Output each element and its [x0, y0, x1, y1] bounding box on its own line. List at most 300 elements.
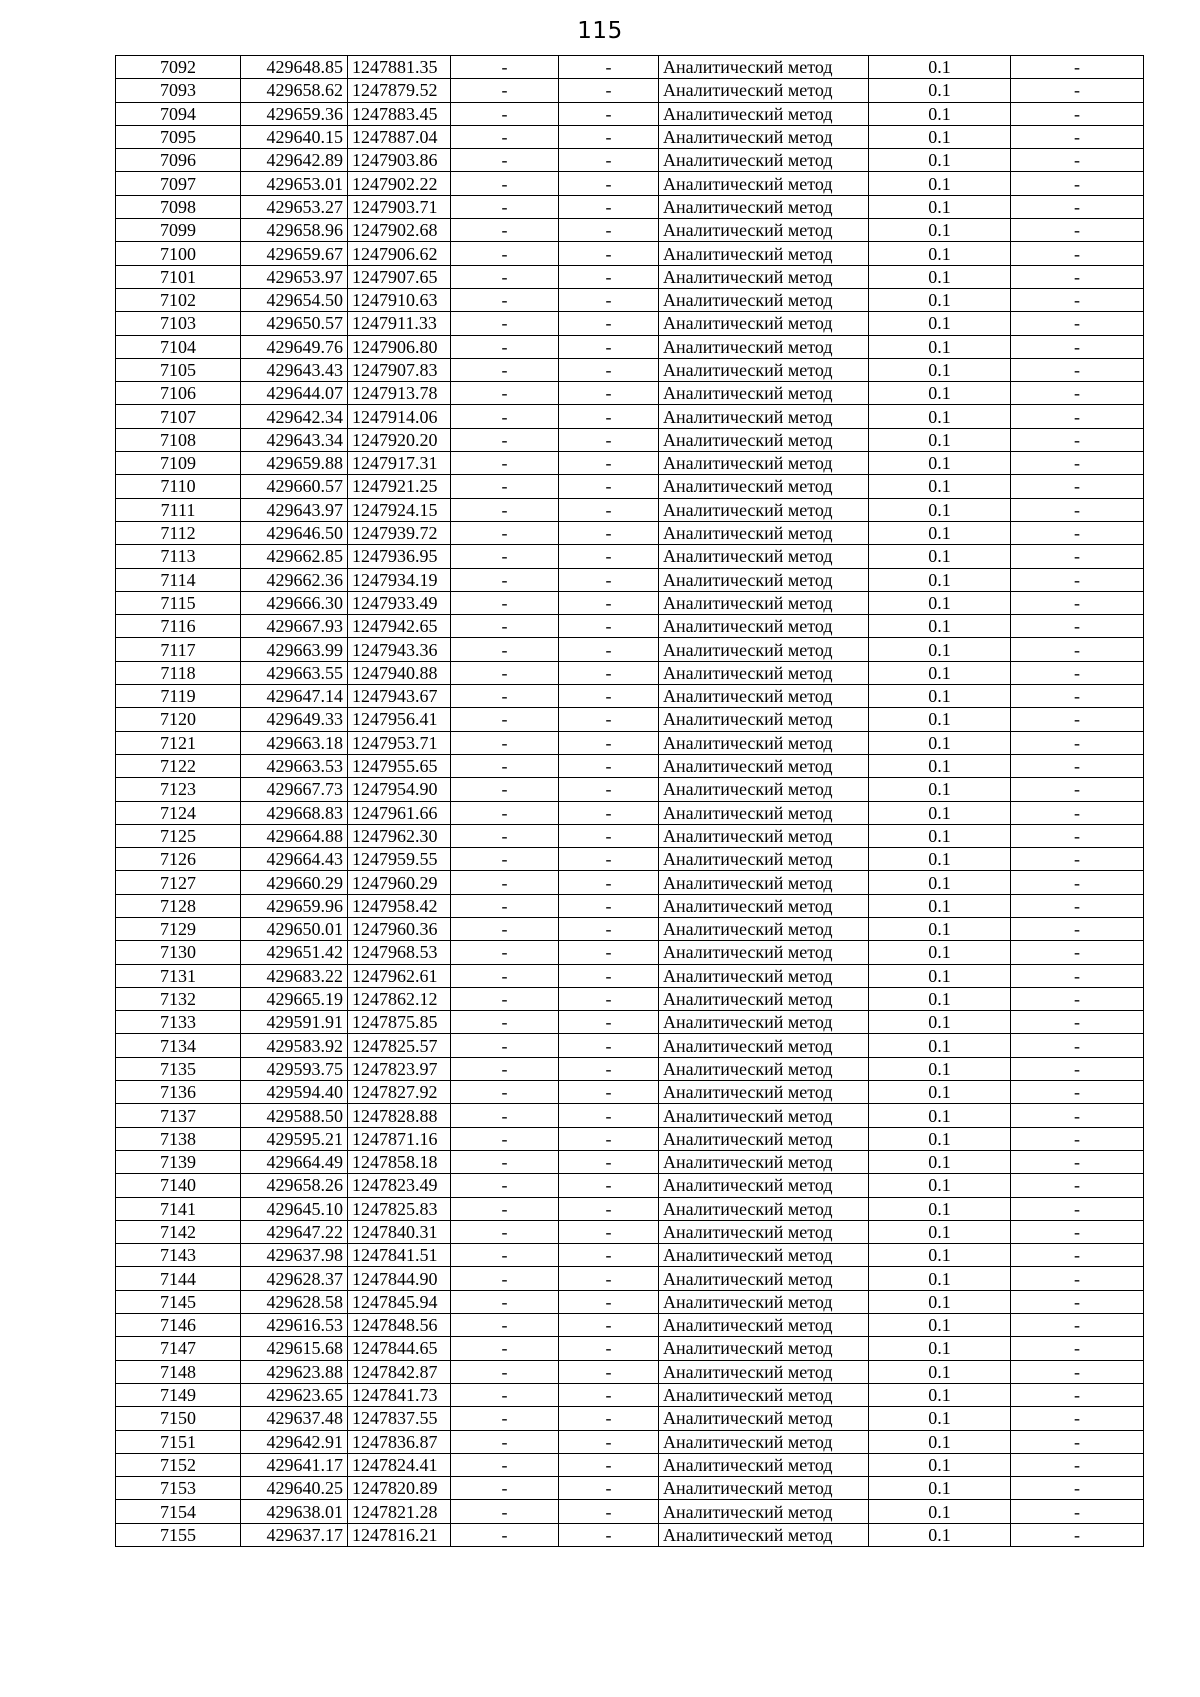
cell-accuracy: 0.1: [869, 265, 1011, 288]
cell-col-4: -: [451, 545, 559, 568]
cell-accuracy: 0.1: [869, 591, 1011, 614]
cell-accuracy: 0.1: [869, 1430, 1011, 1453]
cell-method: Аналитический метод: [659, 1174, 869, 1197]
cell-point-number: 7140: [116, 1174, 241, 1197]
cell-col-8: -: [1011, 1290, 1144, 1313]
cell-accuracy: 0.1: [869, 1011, 1011, 1034]
cell-col-8: -: [1011, 1081, 1144, 1104]
cell-x-coordinate: 429667.93: [241, 615, 348, 638]
cell-col-8: -: [1011, 56, 1144, 79]
cell-col-8: -: [1011, 475, 1144, 498]
cell-col-8: -: [1011, 568, 1144, 591]
cell-accuracy: 0.1: [869, 894, 1011, 917]
table-row: [116, 1011, 1144, 1034]
cell-accuracy: 0.1: [869, 941, 1011, 964]
cell-y-coordinate: 1247906.62: [348, 242, 451, 265]
cell-method: Аналитический метод: [659, 335, 869, 358]
cell-col-4: -: [451, 941, 559, 964]
cell-x-coordinate: 429623.88: [241, 1360, 348, 1383]
cell-accuracy: 0.1: [869, 1360, 1011, 1383]
cell-point-number: 7120: [116, 708, 241, 731]
table-row: [116, 242, 1144, 265]
table-row: [116, 591, 1144, 614]
cell-col-5: -: [559, 452, 659, 475]
cell-x-coordinate: 429659.67: [241, 242, 348, 265]
cell-col-8: -: [1011, 871, 1144, 894]
cell-accuracy: 0.1: [869, 335, 1011, 358]
cell-point-number: 7135: [116, 1057, 241, 1080]
cell-accuracy: 0.1: [869, 917, 1011, 940]
table-row: [116, 894, 1144, 917]
cell-point-number: 7127: [116, 871, 241, 894]
table-row: [116, 335, 1144, 358]
table-row: [116, 848, 1144, 871]
cell-point-number: 7098: [116, 195, 241, 218]
cell-y-coordinate: 1247954.90: [348, 778, 451, 801]
table-row: [116, 1407, 1144, 1430]
cell-method: Аналитический метод: [659, 1337, 869, 1360]
cell-method: Аналитический метод: [659, 498, 869, 521]
table-row: [116, 987, 1144, 1010]
cell-col-8: -: [1011, 941, 1144, 964]
cell-point-number: 7118: [116, 661, 241, 684]
cell-accuracy: 0.1: [869, 242, 1011, 265]
cell-col-5: -: [559, 987, 659, 1010]
cell-col-8: -: [1011, 754, 1144, 777]
cell-x-coordinate: 429640.15: [241, 125, 348, 148]
cell-accuracy: 0.1: [869, 661, 1011, 684]
cell-col-4: -: [451, 1104, 559, 1127]
cell-col-4: -: [451, 824, 559, 847]
cell-col-4: -: [451, 1383, 559, 1406]
table-row: [116, 1500, 1144, 1523]
cell-method: Аналитический метод: [659, 1290, 869, 1313]
cell-accuracy: 0.1: [869, 195, 1011, 218]
cell-col-8: -: [1011, 1360, 1144, 1383]
cell-point-number: 7106: [116, 382, 241, 405]
table-row: [116, 521, 1144, 544]
cell-col-4: -: [451, 1034, 559, 1057]
cell-col-8: -: [1011, 498, 1144, 521]
cell-col-4: -: [451, 871, 559, 894]
cell-accuracy: 0.1: [869, 708, 1011, 731]
cell-col-8: -: [1011, 1220, 1144, 1243]
cell-col-5: -: [559, 1337, 659, 1360]
table-row: [116, 824, 1144, 847]
cell-point-number: 7124: [116, 801, 241, 824]
cell-accuracy: 0.1: [869, 1081, 1011, 1104]
cell-method: Аналитический метод: [659, 265, 869, 288]
cell-y-coordinate: 1247837.55: [348, 1407, 451, 1430]
cell-col-4: -: [451, 1407, 559, 1430]
cell-y-coordinate: 1247841.51: [348, 1244, 451, 1267]
cell-col-4: -: [451, 172, 559, 195]
cell-method: Аналитический метод: [659, 824, 869, 847]
cell-accuracy: 0.1: [869, 1500, 1011, 1523]
cell-y-coordinate: 1247939.72: [348, 521, 451, 544]
cell-col-4: -: [451, 638, 559, 661]
cell-col-8: -: [1011, 172, 1144, 195]
cell-y-coordinate: 1247906.80: [348, 335, 451, 358]
cell-point-number: 7139: [116, 1150, 241, 1173]
cell-col-5: -: [559, 731, 659, 754]
cell-point-number: 7094: [116, 102, 241, 125]
cell-x-coordinate: 429594.40: [241, 1081, 348, 1104]
cell-col-5: -: [559, 1267, 659, 1290]
cell-accuracy: 0.1: [869, 615, 1011, 638]
cell-x-coordinate: 429628.37: [241, 1267, 348, 1290]
cell-accuracy: 0.1: [869, 102, 1011, 125]
cell-point-number: 7115: [116, 591, 241, 614]
cell-col-4: -: [451, 79, 559, 102]
table-row: [116, 568, 1144, 591]
cell-accuracy: 0.1: [869, 1477, 1011, 1500]
cell-col-5: -: [559, 615, 659, 638]
coordinates-table: [115, 55, 1144, 1547]
cell-col-5: -: [559, 1081, 659, 1104]
cell-y-coordinate: 1247960.36: [348, 917, 451, 940]
cell-point-number: 7145: [116, 1290, 241, 1313]
cell-col-5: -: [559, 521, 659, 544]
cell-col-4: -: [451, 1453, 559, 1476]
cell-col-5: -: [559, 708, 659, 731]
table-row: [116, 1360, 1144, 1383]
cell-point-number: 7149: [116, 1383, 241, 1406]
cell-col-5: -: [559, 685, 659, 708]
cell-col-4: -: [451, 56, 559, 79]
cell-col-5: -: [559, 848, 659, 871]
cell-col-8: -: [1011, 685, 1144, 708]
cell-col-4: -: [451, 685, 559, 708]
cell-col-4: -: [451, 1430, 559, 1453]
cell-col-8: -: [1011, 1057, 1144, 1080]
cell-y-coordinate: 1247836.87: [348, 1430, 451, 1453]
cell-col-5: -: [559, 149, 659, 172]
cell-col-5: -: [559, 1430, 659, 1453]
cell-col-5: -: [559, 568, 659, 591]
cell-point-number: 7095: [116, 125, 241, 148]
cell-point-number: 7113: [116, 545, 241, 568]
cell-point-number: 7147: [116, 1337, 241, 1360]
cell-point-number: 7134: [116, 1034, 241, 1057]
cell-x-coordinate: 429659.96: [241, 894, 348, 917]
table-row: [116, 56, 1144, 79]
cell-method: Аналитический метод: [659, 1220, 869, 1243]
cell-method: Аналитический метод: [659, 358, 869, 381]
cell-x-coordinate: 429659.36: [241, 102, 348, 125]
cell-method: Аналитический метод: [659, 79, 869, 102]
cell-col-5: -: [559, 591, 659, 614]
table-row: [116, 452, 1144, 475]
table-row: [116, 1197, 1144, 1220]
table-row: [116, 498, 1144, 521]
cell-col-8: -: [1011, 848, 1144, 871]
cell-x-coordinate: 429637.98: [241, 1244, 348, 1267]
cell-method: Аналитический метод: [659, 661, 869, 684]
cell-x-coordinate: 429660.57: [241, 475, 348, 498]
cell-method: Аналитический метод: [659, 195, 869, 218]
cell-method: Аналитический метод: [659, 405, 869, 428]
cell-x-coordinate: 429654.50: [241, 288, 348, 311]
cell-col-8: -: [1011, 1337, 1144, 1360]
cell-col-4: -: [451, 848, 559, 871]
cell-y-coordinate: 1247934.19: [348, 568, 451, 591]
table-body: [116, 56, 1144, 1547]
cell-accuracy: 0.1: [869, 1150, 1011, 1173]
cell-col-4: -: [451, 801, 559, 824]
cell-accuracy: 0.1: [869, 1383, 1011, 1406]
cell-point-number: 7123: [116, 778, 241, 801]
cell-y-coordinate: 1247959.55: [348, 848, 451, 871]
table-row: [116, 102, 1144, 125]
cell-point-number: 7108: [116, 428, 241, 451]
cell-col-4: -: [451, 615, 559, 638]
cell-col-8: -: [1011, 1174, 1144, 1197]
cell-col-8: -: [1011, 917, 1144, 940]
cell-col-8: -: [1011, 638, 1144, 661]
table-row: [116, 1220, 1144, 1243]
cell-accuracy: 0.1: [869, 452, 1011, 475]
cell-x-coordinate: 429641.17: [241, 1453, 348, 1476]
cell-col-5: -: [559, 219, 659, 242]
cell-col-8: -: [1011, 382, 1144, 405]
cell-accuracy: 0.1: [869, 288, 1011, 311]
cell-point-number: 7132: [116, 987, 241, 1010]
cell-col-8: -: [1011, 288, 1144, 311]
cell-method: Аналитический метод: [659, 1430, 869, 1453]
cell-y-coordinate: 1247961.66: [348, 801, 451, 824]
cell-point-number: 7153: [116, 1477, 241, 1500]
cell-point-number: 7141: [116, 1197, 241, 1220]
cell-col-4: -: [451, 987, 559, 1010]
table-row: [116, 708, 1144, 731]
table-row: [116, 288, 1144, 311]
cell-point-number: 7142: [116, 1220, 241, 1243]
cell-point-number: 7125: [116, 824, 241, 847]
cell-x-coordinate: 429663.99: [241, 638, 348, 661]
cell-method: Аналитический метод: [659, 987, 869, 1010]
cell-y-coordinate: 1247940.88: [348, 661, 451, 684]
cell-accuracy: 0.1: [869, 685, 1011, 708]
cell-accuracy: 0.1: [869, 848, 1011, 871]
cell-x-coordinate: 429653.01: [241, 172, 348, 195]
table-row: [116, 428, 1144, 451]
table-row: [116, 1314, 1144, 1337]
cell-point-number: 7117: [116, 638, 241, 661]
cell-col-8: -: [1011, 708, 1144, 731]
cell-accuracy: 0.1: [869, 1407, 1011, 1430]
cell-point-number: 7096: [116, 149, 241, 172]
cell-col-5: -: [559, 288, 659, 311]
cell-col-8: -: [1011, 1407, 1144, 1430]
cell-col-5: -: [559, 661, 659, 684]
cell-col-8: -: [1011, 1127, 1144, 1150]
cell-col-8: -: [1011, 452, 1144, 475]
cell-point-number: 7138: [116, 1127, 241, 1150]
cell-col-4: -: [451, 1244, 559, 1267]
cell-x-coordinate: 429649.33: [241, 708, 348, 731]
cell-point-number: 7101: [116, 265, 241, 288]
cell-method: Аналитический метод: [659, 1057, 869, 1080]
cell-point-number: 7152: [116, 1453, 241, 1476]
cell-col-5: -: [559, 125, 659, 148]
cell-y-coordinate: 1247953.71: [348, 731, 451, 754]
cell-y-coordinate: 1247907.65: [348, 265, 451, 288]
cell-col-5: -: [559, 1057, 659, 1080]
cell-col-8: -: [1011, 1267, 1144, 1290]
cell-x-coordinate: 429642.34: [241, 405, 348, 428]
cell-point-number: 7154: [116, 1500, 241, 1523]
cell-y-coordinate: 1247858.18: [348, 1150, 451, 1173]
table-row: [116, 615, 1144, 638]
cell-method: Аналитический метод: [659, 1104, 869, 1127]
table-row: [116, 149, 1144, 172]
cell-y-coordinate: 1247824.41: [348, 1453, 451, 1476]
cell-x-coordinate: 429644.07: [241, 382, 348, 405]
table-row: [116, 1150, 1144, 1173]
cell-x-coordinate: 429645.10: [241, 1197, 348, 1220]
cell-col-4: -: [451, 498, 559, 521]
cell-col-5: -: [559, 1477, 659, 1500]
cell-y-coordinate: 1247844.90: [348, 1267, 451, 1290]
cell-accuracy: 0.1: [869, 801, 1011, 824]
cell-method: Аналитический метод: [659, 568, 869, 591]
cell-accuracy: 0.1: [869, 638, 1011, 661]
cell-point-number: 7151: [116, 1430, 241, 1453]
cell-point-number: 7112: [116, 521, 241, 544]
cell-col-5: -: [559, 1360, 659, 1383]
cell-col-5: -: [559, 498, 659, 521]
cell-col-8: -: [1011, 405, 1144, 428]
cell-col-4: -: [451, 358, 559, 381]
cell-method: Аналитический метод: [659, 56, 869, 79]
cell-col-8: -: [1011, 964, 1144, 987]
cell-x-coordinate: 429650.01: [241, 917, 348, 940]
cell-col-5: -: [559, 824, 659, 847]
cell-method: Аналитический метод: [659, 1477, 869, 1500]
cell-col-8: -: [1011, 1523, 1144, 1546]
cell-x-coordinate: 429643.43: [241, 358, 348, 381]
cell-x-coordinate: 429667.73: [241, 778, 348, 801]
cell-col-4: -: [451, 452, 559, 475]
cell-accuracy: 0.1: [869, 428, 1011, 451]
cell-x-coordinate: 429660.29: [241, 871, 348, 894]
cell-col-4: -: [451, 731, 559, 754]
cell-col-8: -: [1011, 591, 1144, 614]
cell-y-coordinate: 1247962.61: [348, 964, 451, 987]
cell-x-coordinate: 429588.50: [241, 1104, 348, 1127]
cell-accuracy: 0.1: [869, 1453, 1011, 1476]
cell-point-number: 7137: [116, 1104, 241, 1127]
cell-point-number: 7148: [116, 1360, 241, 1383]
cell-accuracy: 0.1: [869, 824, 1011, 847]
cell-col-8: -: [1011, 358, 1144, 381]
cell-method: Аналитический метод: [659, 475, 869, 498]
table-row: [116, 778, 1144, 801]
cell-point-number: 7121: [116, 731, 241, 754]
cell-method: Аналитический метод: [659, 1360, 869, 1383]
cell-accuracy: 0.1: [869, 871, 1011, 894]
cell-method: Аналитический метод: [659, 312, 869, 335]
cell-col-8: -: [1011, 731, 1144, 754]
cell-col-5: -: [559, 1127, 659, 1150]
cell-col-8: -: [1011, 219, 1144, 242]
cell-col-4: -: [451, 1267, 559, 1290]
cell-point-number: 7111: [116, 498, 241, 521]
cell-method: Аналитический метод: [659, 521, 869, 544]
table-row: [116, 172, 1144, 195]
cell-col-5: -: [559, 1523, 659, 1546]
cell-col-4: -: [451, 591, 559, 614]
cell-method: Аналитический метод: [659, 638, 869, 661]
cell-y-coordinate: 1247816.21: [348, 1523, 451, 1546]
cell-accuracy: 0.1: [869, 964, 1011, 987]
cell-col-5: -: [559, 801, 659, 824]
cell-method: Аналитический метод: [659, 1383, 869, 1406]
cell-y-coordinate: 1247942.65: [348, 615, 451, 638]
cell-x-coordinate: 429646.50: [241, 521, 348, 544]
cell-col-8: -: [1011, 1011, 1144, 1034]
cell-method: Аналитический метод: [659, 1453, 869, 1476]
cell-col-4: -: [451, 405, 559, 428]
cell-accuracy: 0.1: [869, 79, 1011, 102]
cell-col-8: -: [1011, 521, 1144, 544]
cell-accuracy: 0.1: [869, 1337, 1011, 1360]
cell-point-number: 7128: [116, 894, 241, 917]
cell-point-number: 7114: [116, 568, 241, 591]
cell-method: Аналитический метод: [659, 219, 869, 242]
cell-col-5: -: [559, 1011, 659, 1034]
cell-point-number: 7103: [116, 312, 241, 335]
table-row: [116, 1267, 1144, 1290]
table-row: [116, 265, 1144, 288]
page-number: 115: [577, 18, 623, 44]
cell-accuracy: 0.1: [869, 172, 1011, 195]
cell-col-8: -: [1011, 1314, 1144, 1337]
table-row: [116, 1034, 1144, 1057]
cell-point-number: 7092: [116, 56, 241, 79]
cell-method: Аналитический метод: [659, 288, 869, 311]
cell-col-4: -: [451, 288, 559, 311]
cell-col-4: -: [451, 149, 559, 172]
cell-col-4: -: [451, 265, 559, 288]
cell-method: Аналитический метод: [659, 1197, 869, 1220]
table-row: [116, 1290, 1144, 1313]
cell-col-8: -: [1011, 312, 1144, 335]
cell-point-number: 7104: [116, 335, 241, 358]
cell-method: Аналитический метод: [659, 731, 869, 754]
cell-col-4: -: [451, 1081, 559, 1104]
cell-method: Аналитический метод: [659, 917, 869, 940]
table-row: [116, 801, 1144, 824]
table-row: [116, 731, 1144, 754]
cell-y-coordinate: 1247871.16: [348, 1127, 451, 1150]
cell-x-coordinate: 429662.85: [241, 545, 348, 568]
cell-method: Аналитический метод: [659, 1267, 869, 1290]
cell-col-5: -: [559, 312, 659, 335]
cell-col-8: -: [1011, 661, 1144, 684]
cell-point-number: 7130: [116, 941, 241, 964]
cell-x-coordinate: 429653.27: [241, 195, 348, 218]
cell-accuracy: 0.1: [869, 149, 1011, 172]
cell-x-coordinate: 429664.43: [241, 848, 348, 871]
cell-y-coordinate: 1247914.06: [348, 405, 451, 428]
cell-x-coordinate: 429583.92: [241, 1034, 348, 1057]
cell-x-coordinate: 429659.88: [241, 452, 348, 475]
table-row: [116, 195, 1144, 218]
cell-x-coordinate: 429643.97: [241, 498, 348, 521]
cell-col-5: -: [559, 1150, 659, 1173]
